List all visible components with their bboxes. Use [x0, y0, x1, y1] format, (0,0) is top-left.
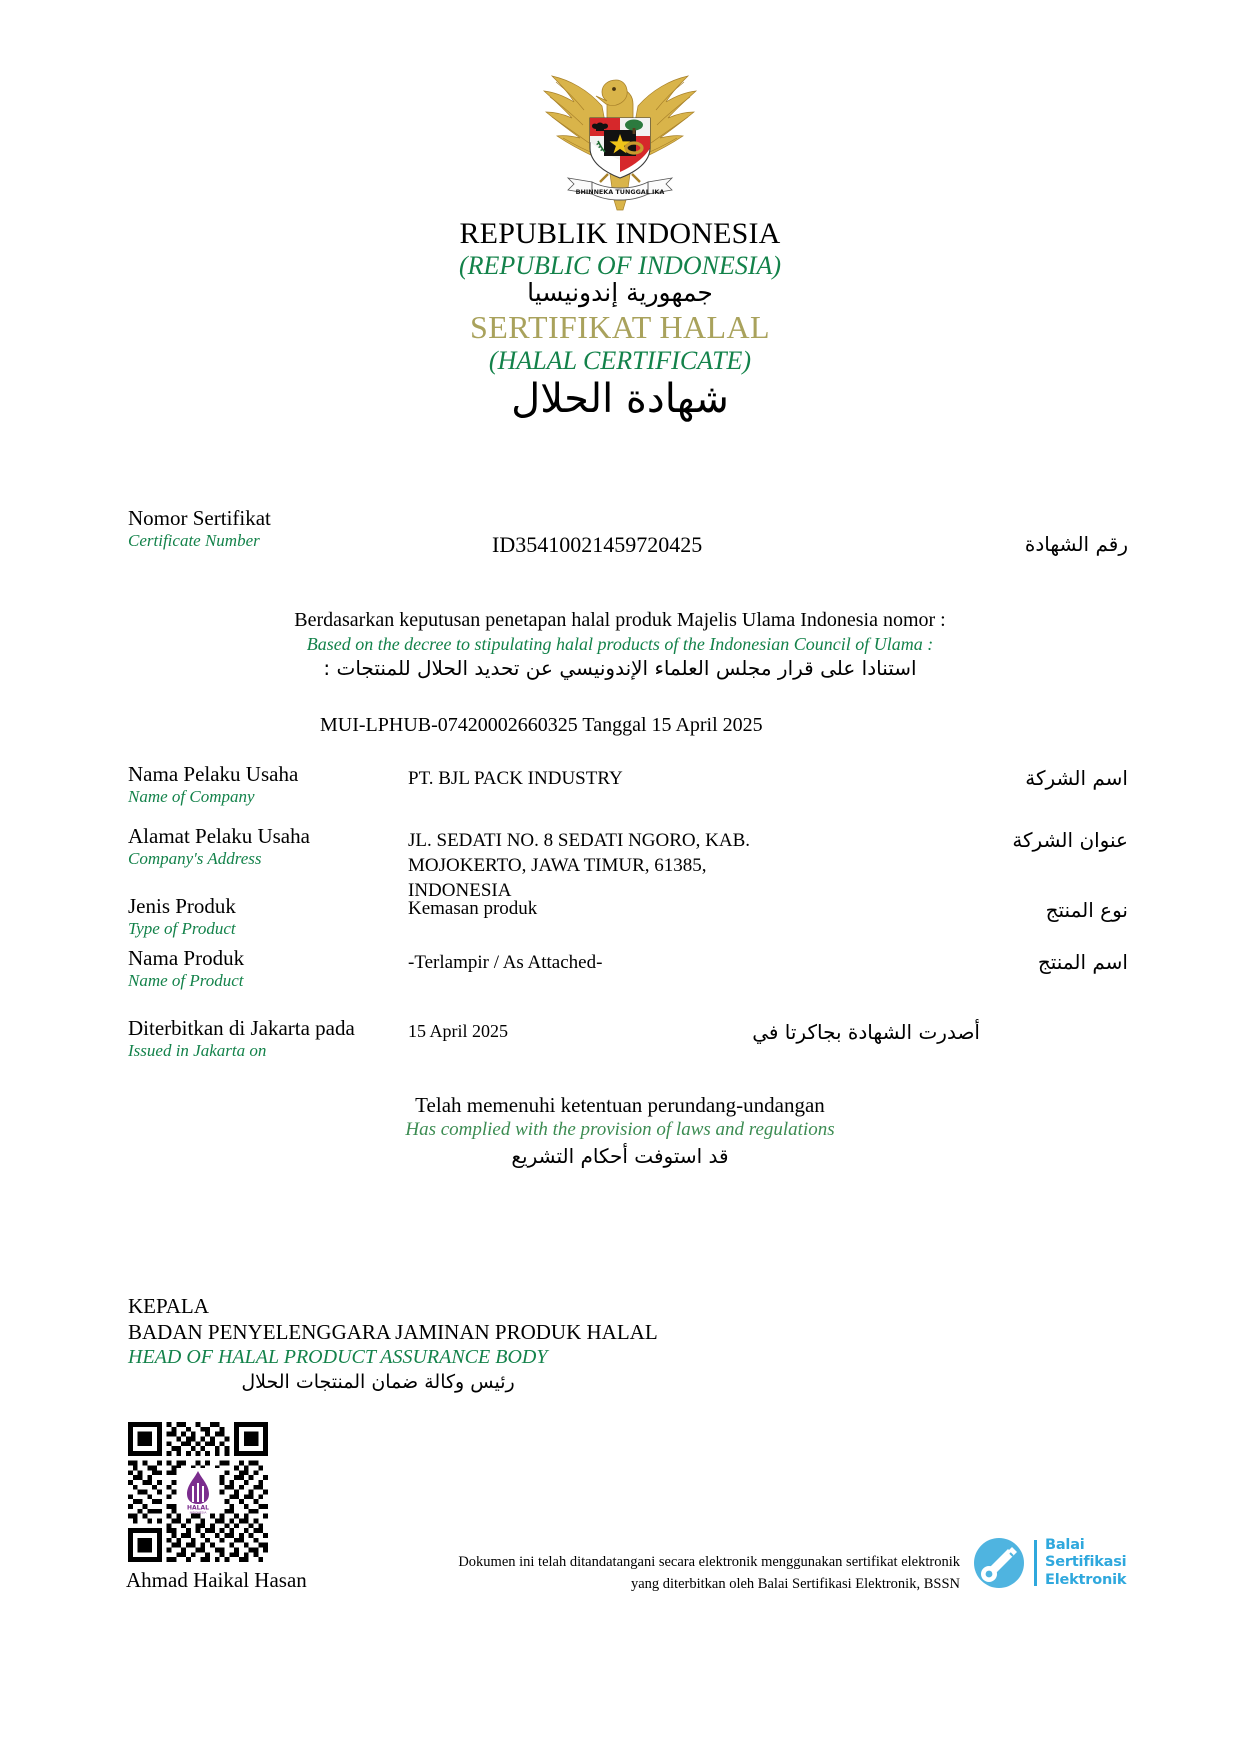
- country-name-id: REPUBLIK INDONESIA: [459, 217, 781, 250]
- field-label-id: Nama Pelaku Usaha: [128, 762, 299, 786]
- electronic-signature-line2: yang diterbitkan oleh Balai Sertifikasi Elektronik, BSSN: [630, 1575, 960, 1592]
- compliance-line-id: Telah memenuhi ketentuan perundang-undangan: [415, 1093, 825, 1117]
- signatory-line-en: HEAD OF HALAL PRODUCT ASSURANCE BODY: [128, 1346, 548, 1369]
- decree-line-ar: استنادا على قرار مجلس العلماء الإندونيسي عن تحديد الحلال للمنتجات :: [323, 656, 917, 681]
- field-label-company-address: [128, 824, 310, 869]
- certificate-title-id: SERTIFIKAT HALAL: [470, 308, 770, 345]
- issuance-label-ar: أصدرت الشهادة بجاكرتا في: [752, 1020, 980, 1044]
- issuance-label-en: Issued in Jakarta on: [128, 1040, 267, 1060]
- field-label-product-type: [128, 894, 236, 939]
- bsre-word-line1: Balai: [1045, 1537, 1085, 1554]
- field-label-ar: اسم الشركة: [1025, 766, 1128, 790]
- certificate-number-label-id: Nomor Sertifikat: [128, 506, 271, 530]
- field-label-ar: عنوان الشركة: [1012, 828, 1128, 852]
- field-label-product-name: [128, 946, 244, 991]
- certificate-number-row: [0, 506, 1240, 576]
- field-value-product-name: -Terlampir / As Attached-: [408, 952, 603, 973]
- bsre-divider: [1034, 1540, 1037, 1586]
- compliance-line-ar: قد استوفت أحكام التشريع: [511, 1143, 729, 1168]
- bsre-word-line3: Elektronik: [1045, 1571, 1127, 1588]
- field-label-en: Name of Company: [128, 786, 255, 806]
- field-label-issuance: [128, 1016, 355, 1061]
- field-label-en: Name of Product: [128, 970, 244, 990]
- issuance-label-id: Diterbitkan di Jakarta pada: [128, 1016, 355, 1040]
- field-label-en: Type of Product: [128, 918, 236, 938]
- certificate-number-label-ar: رقم الشهادة: [1024, 532, 1128, 556]
- field-label-en: Company's Address: [128, 848, 262, 868]
- field-value-company-address: JL. SEDATI NO. 8 SEDATI NGORO, KAB. MOJOKERTO, JAWA TIMUR, 61385, INDONESIA: [408, 830, 750, 902]
- emblem-container: [0, 62, 1240, 219]
- compliance-line-en: Has complied with the provision of laws and regulations: [405, 1119, 835, 1141]
- decree-block: [0, 608, 1240, 681]
- electronic-signature-line1: Dokumen ini telah ditandatangani secara elektronik menggunakan sertifikat elektronik: [458, 1554, 960, 1570]
- certificate-header: [0, 218, 1240, 421]
- signer-name: Ahmad Haikal Hasan: [126, 1568, 307, 1592]
- svg-text:HALAL: HALAL: [187, 1504, 209, 1512]
- electronic-signature-note: [430, 1552, 960, 1596]
- bsre-key-icon: [972, 1536, 1026, 1590]
- compliance-block: [0, 1092, 1240, 1168]
- decree-number: MUI-LPHUB-07420002660325 Tanggal 15 April 2025: [320, 714, 763, 736]
- field-value-company-name: PT. BJL PACK INDUSTRY: [408, 768, 623, 789]
- country-name-ar: جمهورية إندونيسيا: [527, 278, 713, 308]
- signatory-line2: BADAN PENYELENGGARA JAMINAN PRODUK HALAL: [128, 1319, 658, 1344]
- certificate-number-label-en: Certificate Number: [128, 530, 260, 550]
- issuance-value: 15 April 2025: [408, 1021, 509, 1041]
- certificate-number-label: [128, 506, 271, 551]
- certificate-title-ar: شهادة الحلال: [511, 376, 729, 423]
- bsre-logo: [972, 1532, 1127, 1594]
- decree-line-id: Berdasarkan keputusan penetapan halal produk Majelis Ulama Indonesia nomor :: [294, 609, 946, 631]
- field-label-company-name: [128, 762, 298, 807]
- svg-text:INDONESIA: INDONESIA: [189, 1510, 207, 1514]
- signatory-line-ar: رئيس وكالة ضمان المنتجات الحلال: [241, 1370, 515, 1393]
- field-label-id: Alamat Pelaku Usaha: [128, 824, 310, 848]
- decree-line-en: Based on the decree to stipulating halal products of the Indonesian Council of Ulama :: [306, 633, 934, 654]
- bsre-word-line2: Sertifikasi: [1045, 1554, 1127, 1571]
- field-value-product-type: Kemasan produk: [408, 898, 538, 919]
- country-name-en: (REPUBLIC OF INDONESIA): [458, 250, 782, 280]
- certificate-number-value: ID35410021459720425: [492, 532, 703, 557]
- field-label-ar: اسم المنتج: [1037, 950, 1128, 974]
- field-label-id: Nama Produk: [128, 946, 245, 970]
- halal-logo-icon: [178, 1470, 218, 1514]
- bsre-wordmark: [1045, 1537, 1126, 1588]
- signatory-line1: KEPALA: [128, 1294, 209, 1318]
- garuda-pancasila-emblem: [530, 62, 710, 214]
- signatory-block: [128, 1294, 658, 1394]
- verification-qr-code[interactable]: [128, 1422, 268, 1562]
- field-label-ar: نوع المنتج: [1045, 898, 1128, 922]
- field-label-id: Jenis Produk: [128, 894, 236, 918]
- emblem-motto-text: BHINNEKA TUNGGAL IKA: [575, 188, 665, 196]
- certificate-title-en: (HALAL CERTIFICATE): [488, 345, 752, 375]
